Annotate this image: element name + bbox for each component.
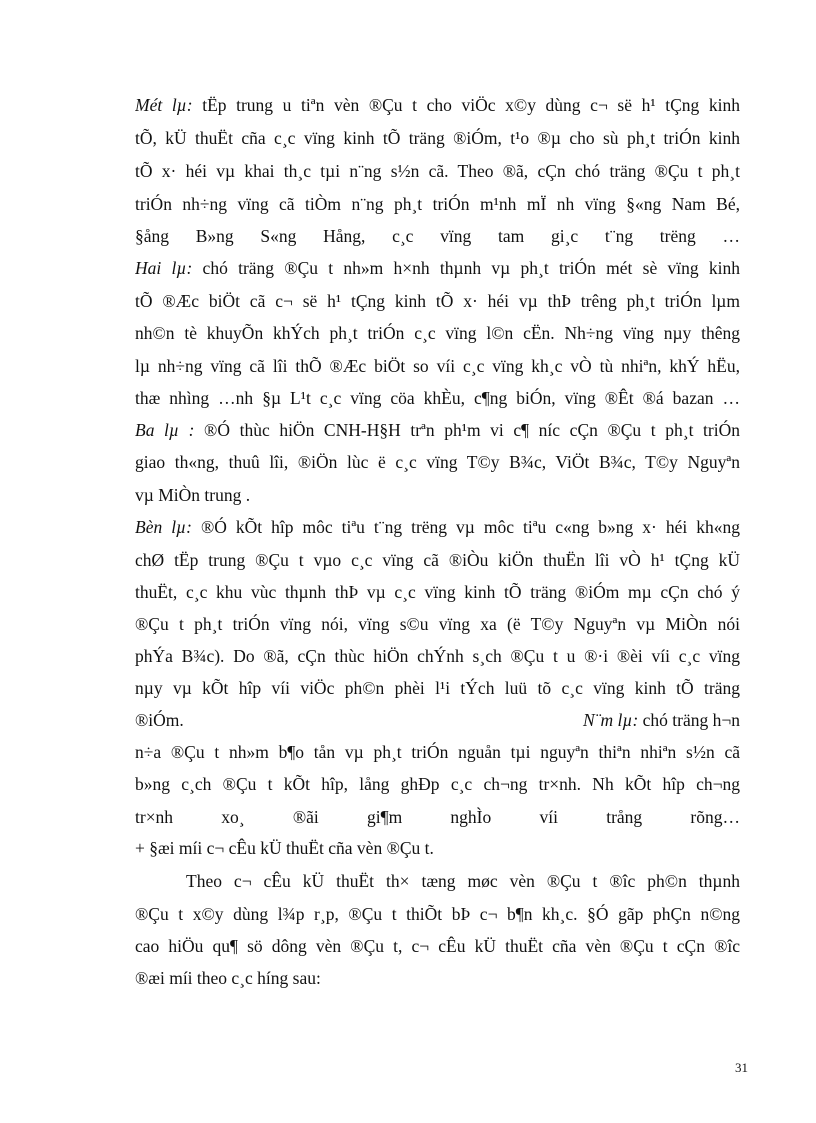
text-line: thuËt, c¸c khu vùc thµnh thÞ vµ c¸c vïng kinh tÕ träng ®iÓm mµ cÇn chó ý <box>135 582 740 602</box>
text-line: Hai lµ: chó träng ®Çu t nh»m h×nh thµnh vµ ph¸t triÓn mét sè vïng kinh <box>135 258 740 278</box>
text-line: n÷a ®Çu t nh»m b¶o tån vµ ph¸t triÓn nguån tµi nguyªn thiªn nhiªn s½n cã <box>135 742 740 762</box>
text-line: giao th«ng, thuû lîi, ®iÖn lùc ë c¸c vïng T©y B¾c, ViÖt B¾c, T©y Nguyªn <box>135 452 740 472</box>
text-line: Bèn lµ: ®Ó kÕt hîp môc tiªu t¨ng trëng vµ môc tiªu c«ng b»ng x· héi kh«ng <box>135 517 740 537</box>
text-line: Theo c¬ cÊu kÜ thuËt th× tæng møc vèn ®Çu t ®îc ph©n thµnh <box>186 871 740 891</box>
text-line: nh©n tè khuyÕn khÝch ph¸t triÓn c¸c vïng l©n cËn. Nh÷ng vïng nµy thêng <box>135 323 740 343</box>
text-line: ®Çu t x©y dùng l¾p r¸p, ®Çu t thiÕt bÞ c¬ b¶n kh¸c. §Ó gãp phÇn n©ng <box>135 904 740 924</box>
text-line: cao hiÖu qu¶ sö dông vèn ®Çu t, c¬ cÊu kÜ thuËt cña vèn ®Çu t cÇn ®îc <box>135 936 740 956</box>
text-line: nµy vµ kÕt hîp víi viÖc ph©n phèi l¹i tÝch luü tõ c¸c vïng kinh tÕ träng <box>135 678 740 698</box>
paragraph-lead: Hai lµ: <box>135 258 193 278</box>
text-line: ®iÓm. N¨m lµ: chó träng h¬n <box>135 710 740 730</box>
text-line: Mét lµ: tËp trung u tiªn vèn ®Çu t cho viÖc x©y dùng c¬ së h¹ tÇng kinh <box>135 95 740 115</box>
text-line: tÕ x· héi vµ khai th¸c tµi n¨ng s½n cã. Theo ®ã, cÇn chó träng ®Çu t ph¸t <box>135 161 740 181</box>
text-line: lµ nh÷ng vïng cã lîi thÕ ®Æc biÖt so víi c¸c vïng kh¸c vÒ tù nhiªn, khÝ hËu, <box>135 356 740 376</box>
text-line: thæ nhìng …nh §µ L¹t c¸c vïng cöa khÈu, c¶ng biÓn, vïng ®Êt ®á bazan … <box>135 388 740 408</box>
text-line: tÕ ®Æc biÖt cã c¬ së h¹ tÇng kinh tÕ x· héi vµ thÞ trêng ph¸t triÓn lµm <box>135 291 740 311</box>
paragraph-lead: Ba lµ : <box>135 420 195 440</box>
page-number: 31 <box>735 1060 748 1075</box>
text-line: b»ng c¸ch ®Çu t kÕt hîp, lång ghÐp c¸c ch¬ng tr×nh. Nh kÕt hîp ch¬ng <box>135 774 740 794</box>
text-line: chØ tËp trung ®Çu t vµo c¸c vïng cã ®iÒu kiÖn thuËn lîi vÒ h¹ tÇng kÜ <box>135 550 740 570</box>
text-line: vµ MiÒn trung . <box>135 485 251 505</box>
text-line: ®æi míi theo c¸c híng sau: <box>135 968 321 988</box>
paragraph-lead: N¨m lµ: <box>582 710 639 730</box>
text-line: tr×nh xo¸ ®ãi gi¶m nghÌo víi trång rõng… <box>135 807 740 827</box>
text-line: phÝa B¾c). Do ®ã, cÇn thùc hiÖn chÝnh s¸ch ®Çu t u ®·i ®èi víi c¸c vïng <box>135 646 740 666</box>
text-line: triÓn nh÷ng vïng cã tiÒm n¨ng ph¸t triÓn m¹nh mÏ nh vïng §«ng Nam Bé, <box>135 194 740 214</box>
text-line: + §æi míi c¬ cÊu kÜ thuËt cña vèn ®Çu t. <box>135 838 434 858</box>
paragraph-lead: Bèn lµ: <box>135 517 192 537</box>
paragraph-right-segment: N¨m lµ: chó träng h¬n <box>582 710 740 730</box>
text-line: tÕ, kÜ thuËt cña c¸c vïng kinh tÕ träng ®iÓm, t¹o ®µ cho sù ph¸t triÓn kinh <box>135 128 740 148</box>
text-line: Ba lµ : ®Ó thùc hiÖn CNH-H§H trªn ph¹m vi c¶ níc cÇn ®Çu t ph¸t triÓn <box>135 420 740 440</box>
text-line: §ång B»ng S«ng Hång, c¸c vïng tam gi¸c t¨ng trëng … <box>135 226 740 246</box>
text-line: ®Çu t ph¸t triÓn vïng nói, vïng s©u vïng xa (ë T©y Nguyªn vµ MiÒn nói <box>135 614 740 634</box>
paragraph-lead: Mét lµ: <box>135 95 193 115</box>
